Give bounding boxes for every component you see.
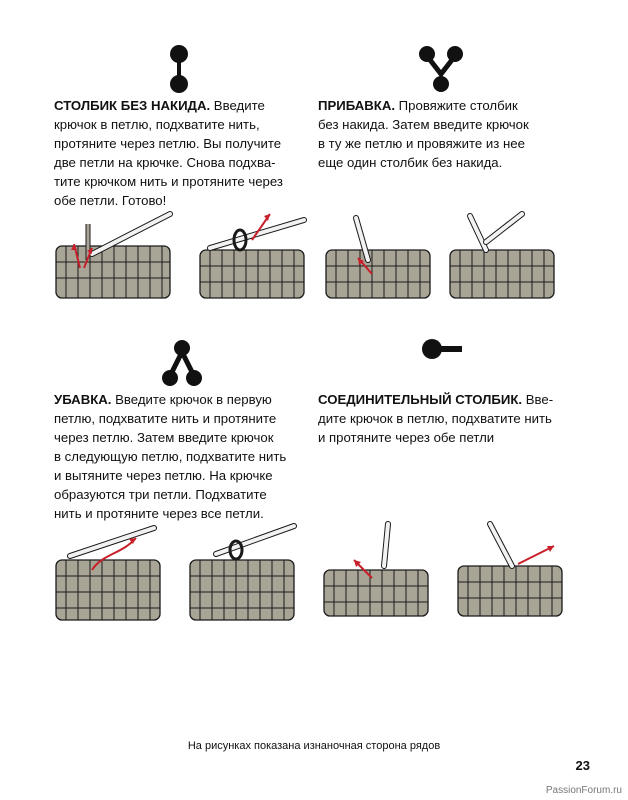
text-line: тите крючком нить и протяните через [54, 174, 283, 189]
text-line: через петлю. Затем введите крючок [54, 430, 274, 445]
increase-illustration-1 [322, 214, 434, 302]
footer-note: На рисунках показана изнаночная сторона рядов [187, 740, 441, 752]
text-line: дите крючок в петлю, подхватите нить [318, 411, 552, 426]
swatch [56, 246, 170, 298]
decrease-illustration-1 [52, 524, 164, 624]
text-line: в ту же петлю и провяжите из нее [318, 136, 525, 151]
text-line: петлю, подхватите нить и протяните [54, 411, 277, 426]
slip-stitch-text [318, 390, 578, 447]
slip-stitch-illustration-2 [454, 520, 566, 620]
slip-stitch-illustration-1 [320, 520, 432, 620]
single-crochet-title: СТОЛБИК БЕЗ НАКИДА. [54, 98, 211, 113]
single-crochet-symbol-icon [166, 44, 192, 94]
increase-illustration-2 [446, 210, 558, 302]
text-line: Введите крючок в первую [111, 392, 272, 407]
slip-stitch-symbol-icon [420, 336, 464, 362]
page-number: 23 [575, 758, 590, 773]
text-line: обе петли. Готово! [54, 193, 167, 208]
text-line: еще один столбик без накида. [318, 155, 503, 170]
text-line: без накида. Затем введите крючок [318, 117, 529, 132]
text-line: Вве- [522, 392, 554, 407]
text-line: протяните через петлю. Вы получите [54, 136, 282, 151]
increase-title: ПРИБАВКА. [318, 98, 396, 113]
decrease-symbol-icon [162, 338, 202, 388]
text-line: и протяните через обе петли [318, 430, 495, 445]
text-line: две петли на крючке. Снова подхва- [54, 155, 276, 170]
increase-text [318, 96, 578, 172]
decrease-title: УБАВКА. [54, 392, 112, 407]
single-crochet-text [54, 96, 304, 210]
text-line: Введите [210, 98, 265, 113]
single-crochet-illustration-2 [196, 210, 308, 302]
text-line: в следующую петлю, подхватите нить [54, 449, 287, 464]
text-line: Провяжите столбик [395, 98, 518, 113]
watermark: PassionForum.ru [545, 785, 622, 796]
text-line: нить и протяните через все петли. [54, 506, 264, 521]
text-line: образуются три петли. Подхватите [54, 487, 267, 502]
slip-stitch-title: СОЕДИНИТЕЛЬНЫЙ СТОЛБИК. [318, 392, 523, 407]
text-line: и вытяните через петлю. На крючке [54, 468, 273, 483]
text-line: крючок в петлю, подхватите нить, [54, 117, 260, 132]
single-crochet-illustration-1 [52, 210, 174, 302]
increase-symbol-icon [418, 44, 464, 94]
decrease-text [54, 390, 304, 523]
decrease-illustration-2 [186, 520, 298, 624]
